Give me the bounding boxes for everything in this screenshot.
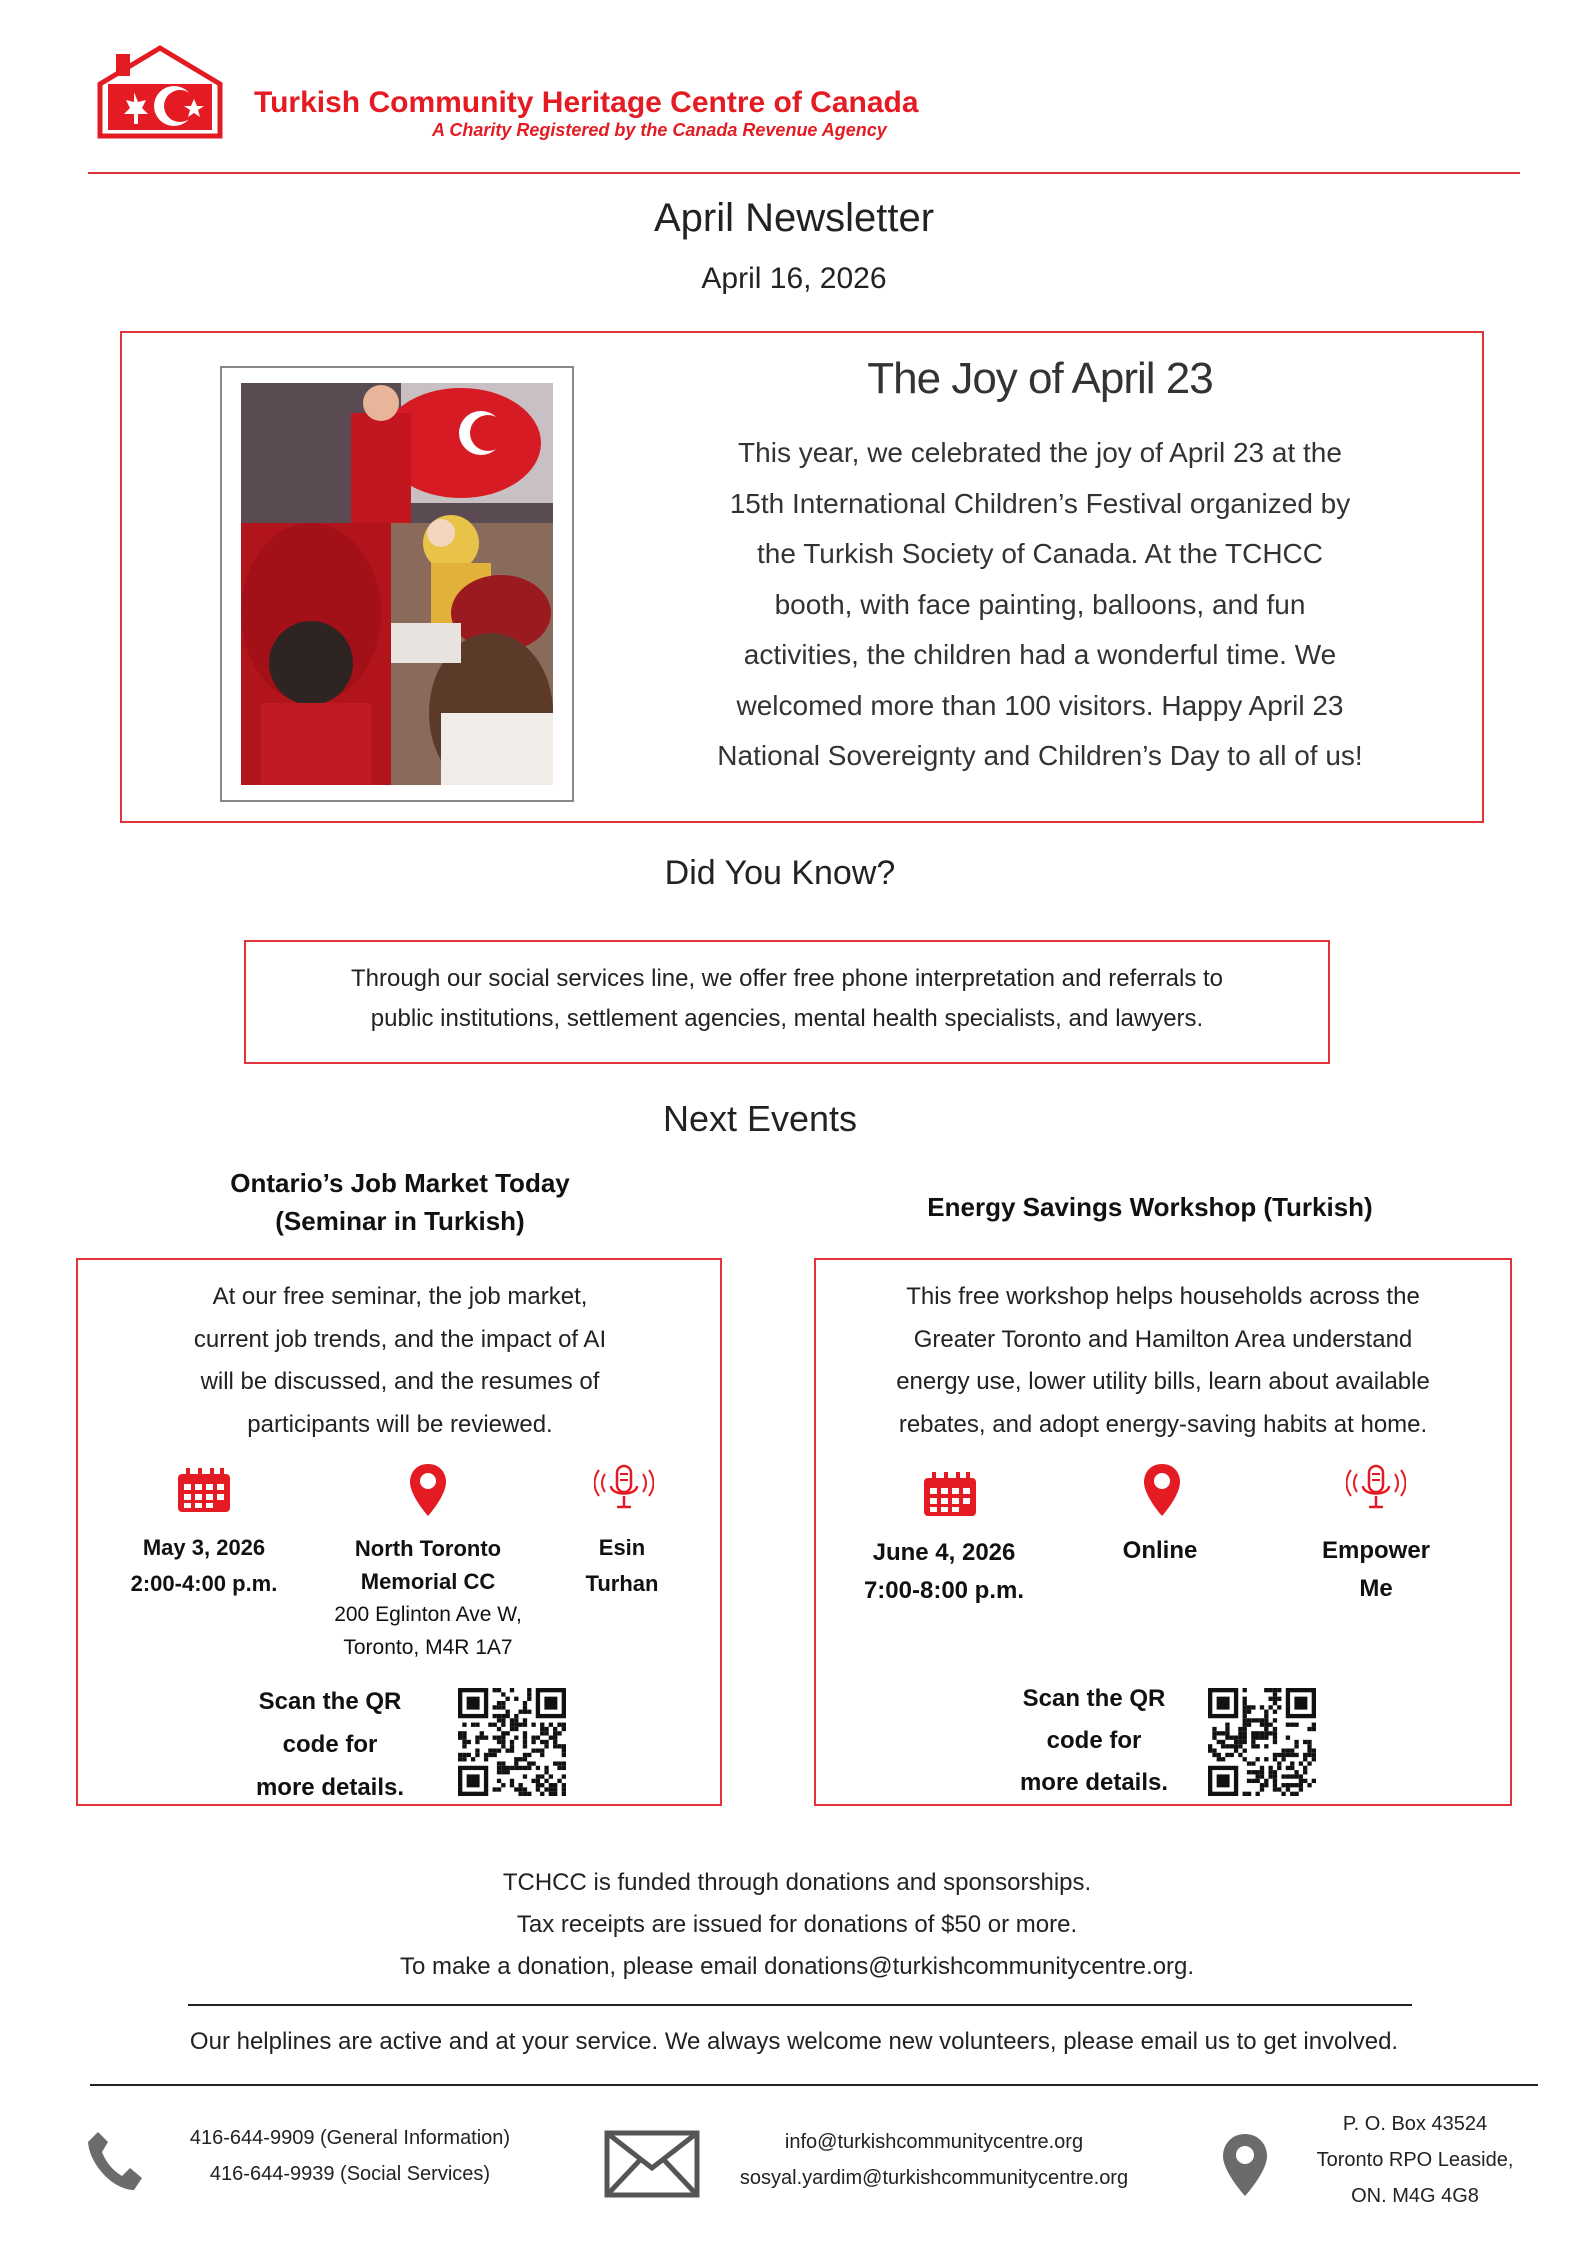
event1-venue-line2: Memorial CC — [360, 1569, 496, 1594]
funding-line: To make a donation, please email donations@turkishcommunitycentre.org. — [399, 1953, 1195, 1980]
house-logo-icon — [94, 44, 226, 140]
envelope-icon — [604, 2130, 700, 2203]
event1-qr-line2: code for — [282, 1731, 378, 1758]
helplines-note: Our helplines are active and at your service. We always welcome new volunteers, please email us to get involved. — [189, 2028, 1399, 2055]
did-you-know-text — [244, 959, 1330, 1039]
event2-title: Energy Savings Workshop (Turkish) — [927, 1192, 1373, 1222]
feature-line: National Sovereignty and Children’s Day to all of us! — [717, 740, 1363, 771]
address-line1: P. O. Box 43524 — [1342, 2113, 1488, 2135]
feature-photo-frame — [220, 366, 574, 802]
event2-desc-line: This free workshop helps households across the — [906, 1283, 1420, 1310]
event1-date: May 3, 2026 — [142, 1535, 266, 1560]
funding-line: Tax receipts are issued for donations of $50 or more. — [516, 1911, 1078, 1938]
did-you-know-heading: Did You Know? — [664, 854, 896, 892]
event1-address-line2: Toronto, M4R 1A7 — [343, 1636, 513, 1659]
event2-qr-code[interactable] — [1208, 1688, 1316, 1796]
event2-time: 7:00-8:00 p.m. — [863, 1577, 1025, 1604]
event1-title-line2: (Seminar in Turkish) — [275, 1206, 525, 1236]
feature-line: activities, the children had a wonderful time. We — [743, 639, 1337, 670]
event1-desc-line: participants will be reviewed. — [247, 1410, 553, 1438]
microphone-icon — [1346, 1464, 1406, 1521]
email-social[interactable]: sosyal.yardim@turkishcommunitycentre.org — [739, 2167, 1129, 2189]
event1-desc-line: current job trends, and the impact of AI — [193, 1325, 607, 1353]
calendar-icon — [922, 1470, 978, 1523]
event2-speaker-line2: Me — [1359, 1575, 1393, 1602]
event1-speaker-line1: Esin — [598, 1535, 646, 1560]
newsletter-title: April Newsletter — [653, 196, 935, 240]
event1-venue — [300, 1532, 556, 1664]
calendar-icon — [176, 1466, 232, 1519]
org-logo — [94, 44, 226, 140]
event1-time: 2:00-4:00 p.m. — [130, 1571, 278, 1596]
event2-speaker-line1: Empower — [1321, 1537, 1431, 1564]
feature-title: The Joy of April 23 — [867, 354, 1213, 403]
event1-description — [90, 1276, 710, 1446]
event2-qr-line3: more details. — [1019, 1769, 1169, 1796]
event1-qr-code[interactable] — [458, 1688, 566, 1796]
event1-speaker — [560, 1530, 684, 1602]
email-info[interactable]: info@turkishcommunitycentre.org — [784, 2131, 1084, 2153]
event1-speaker-line2: Turhan — [585, 1571, 659, 1596]
next-events-heading: Next Events — [662, 1098, 858, 1139]
address-line3: ON. M4G 4G8 — [1351, 2185, 1479, 2207]
footer-phones — [160, 2120, 540, 2192]
festival-photo — [241, 383, 553, 785]
phone-general[interactable]: 416-644-9909 (General Information) — [189, 2127, 511, 2149]
phone-icon — [84, 2128, 144, 2199]
newsletter-date: April 16, 2026 — [701, 262, 887, 295]
map-pin-icon — [1220, 2132, 1270, 2203]
footer-divider — [90, 2084, 1538, 2086]
event2-date: June 4, 2026 — [872, 1539, 1016, 1566]
event2-desc-line: energy use, lower utility bills, learn about available — [896, 1368, 1430, 1395]
did-you-know-line: Through our social services line, we offer free phone interpretation and referrals to — [350, 965, 1224, 992]
event1-desc-line: At our free seminar, the job market, — [212, 1283, 588, 1310]
org-name: Turkish Community Heritage Centre of Canada — [254, 86, 919, 119]
feature-line: 15th International Children’s Festival organized by — [729, 487, 1351, 519]
funding-line: TCHCC is funded through donations and sponsorships. — [502, 1869, 1092, 1896]
event1-qr-caption — [230, 1680, 430, 1809]
event2-qr-line2: code for — [1046, 1727, 1142, 1754]
footer-address — [1280, 2106, 1550, 2214]
did-you-know-line: public institutions, settlement agencies, mental health specialists, and lawyers. — [370, 1005, 1204, 1032]
event1-qr-line1: Scan the QR — [258, 1688, 402, 1715]
feature-line: This year, we celebrated the joy of April 23 at the — [738, 437, 1342, 468]
event2-desc-line: Greater Toronto and Hamilton Area understand — [913, 1325, 1413, 1353]
event1-qr-line3: more details. — [255, 1774, 405, 1801]
funding-divider — [188, 2004, 1412, 2006]
location-pin-icon — [1142, 1462, 1182, 1523]
header-divider — [88, 172, 1520, 174]
event1-address-line1: 200 Eglinton Ave W, — [334, 1603, 522, 1626]
funding-text — [0, 1862, 1588, 1988]
event2-qr-line1: Scan the QR — [1022, 1685, 1166, 1712]
event1-title — [60, 1164, 740, 1240]
feature-line: the Turkish Society of Canada. At the TCHCC — [757, 538, 1323, 569]
event1-title-line1: Ontario’s Job Market Today — [230, 1168, 570, 1198]
feature-text — [640, 428, 1440, 782]
microphone-icon — [594, 1464, 654, 1521]
event2-venue: Online — [1122, 1537, 1198, 1564]
location-pin-icon — [408, 1462, 448, 1523]
event1-datetime — [94, 1530, 314, 1602]
feature-line: booth, with face painting, balloons, and fun — [774, 588, 1306, 620]
org-tagline: A Charity Registered by the Canada Revenue Agency — [432, 120, 887, 140]
footer-emails — [714, 2124, 1154, 2196]
address-line2: Toronto RPO Leaside, — [1316, 2149, 1514, 2171]
event2-qr-caption — [994, 1678, 1194, 1804]
event1-venue-line1: North Toronto — [354, 1536, 502, 1561]
event2-speaker — [1296, 1532, 1456, 1608]
event1-desc-line: will be discussed, and the resumes of — [200, 1368, 600, 1395]
event2-desc-line: rebates, and adopt energy-saving habits at home. — [898, 1410, 1428, 1438]
event2-datetime — [834, 1534, 1054, 1610]
phone-social[interactable]: 416-644-9939 (Social Services) — [209, 2163, 491, 2185]
event2-description — [828, 1276, 1498, 1446]
feature-line: welcomed more than 100 visitors. Happy April 23 — [736, 689, 1344, 721]
